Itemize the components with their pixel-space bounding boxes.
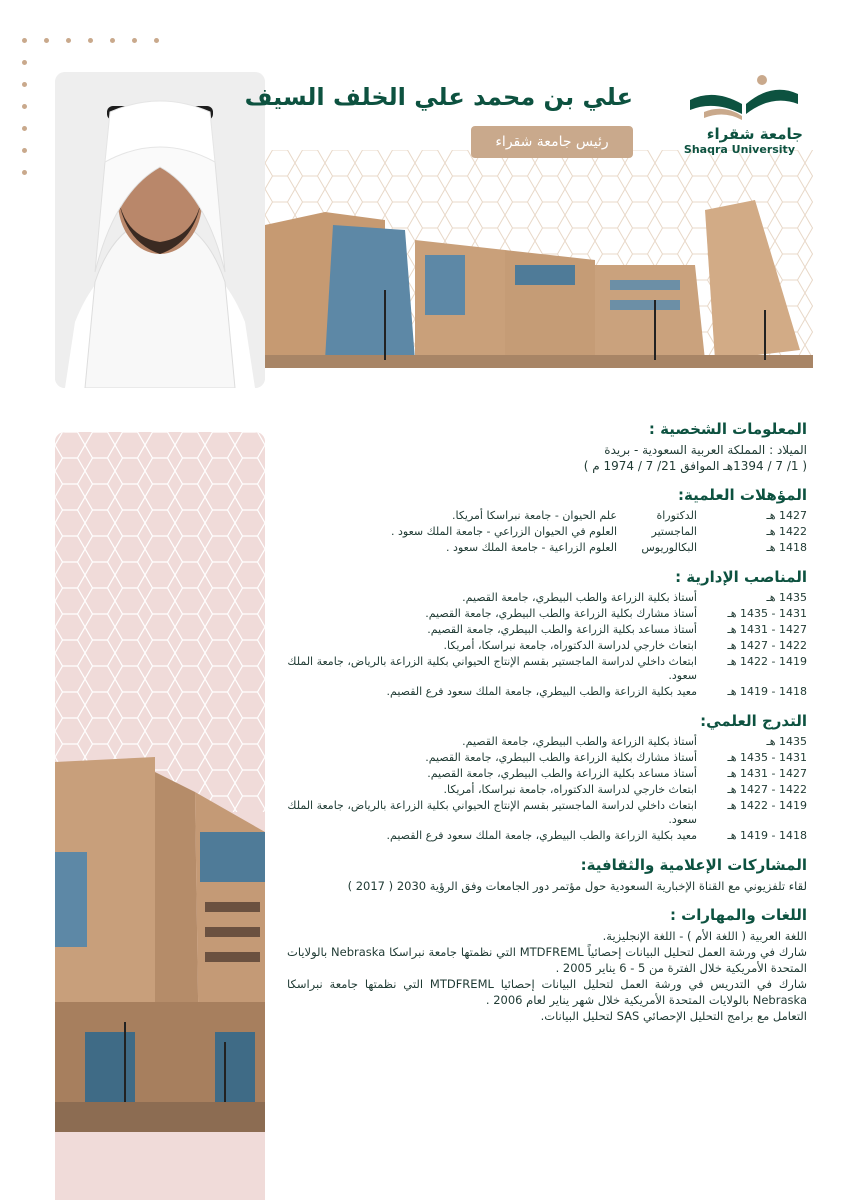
table-row [287,508,807,524]
table-row [287,750,807,766]
progression-years: 1427 - 1431 هـ [727,767,807,780]
decorative-dot [22,104,27,109]
progression-desc: ابتعاث داخلي لدراسة الماجستير بقسم الإنتاج الحيواني بكلية الزراعة بالرياض، جامعة الملك سعود. [287,799,697,826]
languages-heading: اللغات والمهارات : [669,906,807,924]
qualification-field: علم الحيوان - جامعة نبراسكا أمريكا. [451,509,617,522]
position-years: 1435 هـ [766,591,807,604]
table-row [287,766,807,782]
decorative-dot [66,38,71,43]
person-name: علي بن محمد علي الخلف السيف [244,83,633,111]
qualifications-table [287,508,807,556]
admin-positions-table [287,590,807,700]
progression-years: 1419 - 1422 هـ [727,799,807,812]
table-row [287,590,807,606]
table-row [287,734,807,750]
languages-line: شارك في ورشة العمل لتحليل البيانات إحصائياً MTDFREML التي نظمتها جامعة نبراسكا Nebraska بالولايات المتحدة الأمريكية خلال الفترة من 5 - 6 يناير 2005 . [287,945,807,975]
qualifications-heading: المؤهلات العلمية: [678,486,807,504]
media-text: لقاء تلفزيوني مع القناة الإخبارية السعودية حول مؤتمر دور الجامعات وفق الرؤية 2030 ( 2017 ) [347,879,807,893]
decorative-dot [22,148,27,153]
languages-line: اللغة العربية ( اللغة الأم ) - اللغة الإنجليزية. [602,929,807,943]
position-desc: أستاذ بكلية الزراعة والطب البيطري، جامعة القصيم. [462,591,697,604]
position-years: 1422 - 1427 هـ [727,639,807,652]
table-row [287,524,807,540]
qualification-year: 1422 هـ [766,525,807,538]
position-years: 1427 - 1431 هـ [727,623,807,636]
languages-line: شارك في التدريس في ورشة العمل لتحليل البيانات إحصائيا MTDFREML التي نظمتها جامعة نبراسكا Nebraska بالولايات المتحدة الأمريكية خلال شهر يناير لعام 2006 . [287,977,807,1007]
decorative-dot [22,170,27,175]
table-row [287,654,807,684]
birth-date: ( 1/ 7 / 1394هـ الموافق 21/ 7 / 1974 م ) [583,459,807,473]
progression-desc: ابتعاث خارجي لدراسة الدكتوراه، جامعة نبراسكا، أمريكا. [443,783,697,796]
decorative-dot [22,82,27,87]
progression-desc: أستاذ مشارك بكلية الزراعة والطب البيطري، جامعة القصيم. [425,751,697,764]
decorative-dot [132,38,137,43]
logo-text-arabic: جامعة شقراء [706,125,803,143]
qualification-year: 1418 هـ [766,541,807,554]
university-building-image [265,150,813,368]
role-badge [471,126,633,158]
qualification-degree: الدكتوراة [656,509,697,522]
progression-years: 1435 هـ [766,735,807,748]
table-row [287,798,807,828]
decorative-dot [22,126,27,131]
progression-years: 1422 - 1427 هـ [727,783,807,796]
decorative-dot [22,60,27,65]
birth-place: الميلاد : المملكة العربية السعودية - بريدة [604,443,807,457]
qualification-field: العلوم في الحيوان الزراعي - جامعة الملك سعود . [391,525,617,538]
qualification-degree: البكالوريوس [641,541,697,554]
qualification-degree: الماجستير [651,525,697,538]
progression-desc: معيد بكلية الزراعة والطب البيطري، جامعة الملك سعود فرع القصيم. [386,829,697,842]
academic-progression-table [287,734,807,844]
role-label: رئيس جامعة شقراء [495,134,609,150]
decorative-dot [88,38,93,43]
table-row [287,828,807,844]
position-desc: أستاذ مساعد بكلية الزراعة والطب البيطري، جامعة القصيم. [427,623,697,636]
portrait-photo [55,72,265,388]
table-row [287,622,807,638]
position-desc: ابتعاث خارجي لدراسة الدكتوراه، جامعة نبراسكا، أمريكا. [443,639,697,652]
progression-years: 1431 - 1435 هـ [727,751,807,764]
qualification-field: العلوم الزراعية - جامعة الملك سعود . [446,541,617,554]
decorative-dot [110,38,115,43]
progression-years: 1418 - 1419 هـ [727,829,807,842]
building-side-panel [55,432,265,1200]
logo-text-english: Shaqra University [683,143,795,156]
academic-progression-heading: التدرج العلمي: [700,712,807,730]
decorative-dot [22,38,27,43]
personal-info-heading: المعلومات الشخصية : [648,420,807,438]
position-years: 1418 - 1419 هـ [727,685,807,698]
table-row [287,782,807,798]
media-heading: المشاركات الإعلامية والثقافية: [580,856,807,874]
table-row [287,638,807,654]
table-row [287,684,807,700]
position-years: 1419 - 1422 هـ [727,655,807,668]
decorative-dot [154,38,159,43]
position-desc: معيد بكلية الزراعة والطب البيطري، جامعة الملك سعود فرع القصيم. [386,685,697,698]
position-years: 1431 - 1435 هـ [727,607,807,620]
position-desc: ابتعاث داخلي لدراسة الماجستير بقسم الإنتاج الحيواني بكلية الزراعة بالرياض، جامعة الملك سعود. [287,655,697,682]
progression-desc: أستاذ مساعد بكلية الزراعة والطب البيطري، جامعة القصيم. [427,767,697,780]
admin-positions-heading: المناصب الإدارية : [675,568,807,586]
table-row [287,606,807,622]
position-desc: أستاذ مشارك بكلية الزراعة والطب البيطري، جامعة القصيم. [425,607,697,620]
decorative-dot [44,38,49,43]
languages-line: التعامل مع برامج التحليل الإحصائي SAS لتحليل البيانات. [540,1009,807,1023]
table-row [287,540,807,556]
progression-desc: أستاذ بكلية الزراعة والطب البيطري، جامعة القصيم. [462,735,697,748]
qualification-year: 1427 هـ [766,509,807,522]
cv-content [287,420,807,1024]
